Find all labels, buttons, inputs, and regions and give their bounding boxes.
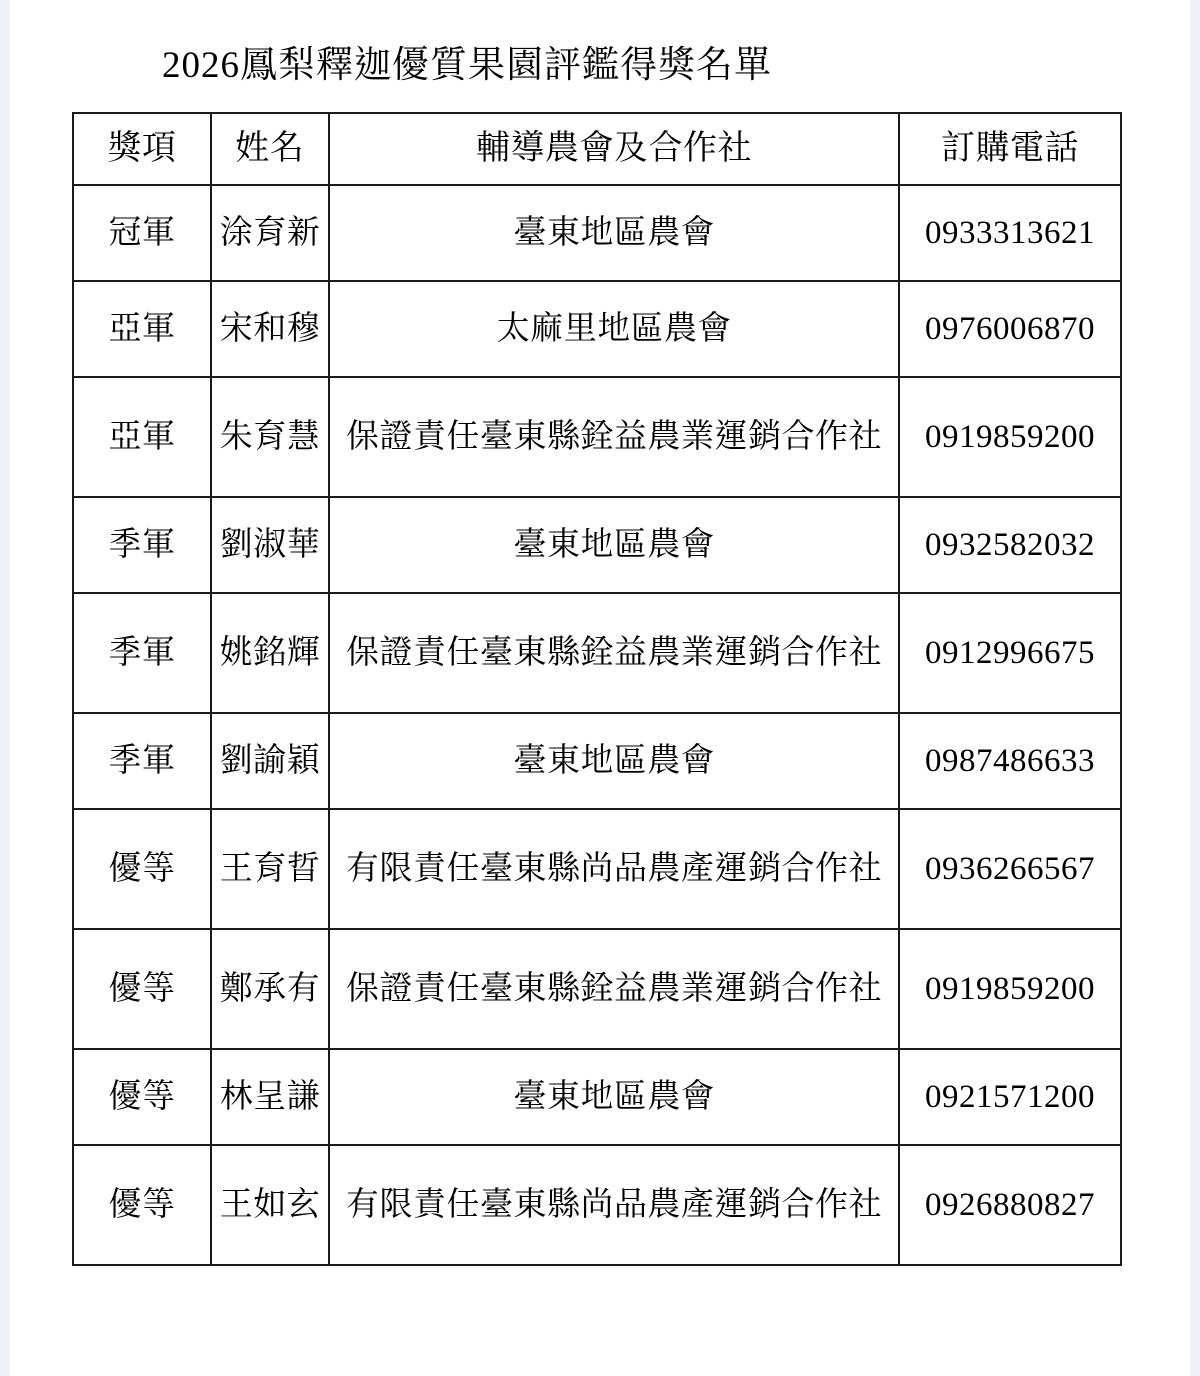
cell-name: 宋和穆 [211, 281, 329, 377]
cell-award: 優等 [73, 1145, 211, 1265]
table-row [73, 1049, 1121, 1145]
cell-name: 劉淑華 [211, 497, 329, 593]
cell-award: 亞軍 [73, 377, 211, 497]
table-row [73, 809, 1121, 929]
cell-award: 季軍 [73, 593, 211, 713]
cell-phone: 0912996675 [899, 593, 1121, 713]
cell-phone: 0987486633 [899, 713, 1121, 809]
table-row [73, 593, 1121, 713]
column-header-award: 獎項 [73, 113, 211, 185]
cell-phone: 0926880827 [899, 1145, 1121, 1265]
cell-name: 劉諭穎 [211, 713, 329, 809]
cell-name: 王育晢 [211, 809, 329, 929]
column-header-phone: 訂購電話 [899, 113, 1121, 185]
cell-name: 姚銘輝 [211, 593, 329, 713]
cell-phone: 0919859200 [899, 929, 1121, 1049]
page-left-edge [0, 0, 10, 1376]
cell-award: 優等 [73, 929, 211, 1049]
cell-org: 臺東地區農會 [329, 1049, 899, 1145]
cell-award: 優等 [73, 1049, 211, 1145]
cell-award: 季軍 [73, 497, 211, 593]
cell-org: 有限責任臺東縣尚品農產運銷合作社 [329, 1145, 899, 1265]
table-row [73, 185, 1121, 281]
cell-org: 太麻里地區農會 [329, 281, 899, 377]
cell-phone: 0936266567 [899, 809, 1121, 929]
cell-org: 臺東地區農會 [329, 713, 899, 809]
table-header-row [73, 113, 1121, 185]
cell-award: 季軍 [73, 713, 211, 809]
table-row [73, 1145, 1121, 1265]
award-table [72, 112, 1122, 1266]
cell-name: 林呈謙 [211, 1049, 329, 1145]
cell-org: 臺東地區農會 [329, 185, 899, 281]
cell-award: 亞軍 [73, 281, 211, 377]
cell-phone: 0933313621 [899, 185, 1121, 281]
cell-org: 有限責任臺東縣尚品農產運銷合作社 [329, 809, 899, 929]
cell-org: 臺東地區農會 [329, 497, 899, 593]
table-row [73, 377, 1121, 497]
table-row [73, 497, 1121, 593]
cell-award: 冠軍 [73, 185, 211, 281]
table-row [73, 281, 1121, 377]
cell-name: 涂育新 [211, 185, 329, 281]
cell-phone: 0932582032 [899, 497, 1121, 593]
cell-phone: 0921571200 [899, 1049, 1121, 1145]
cell-phone: 0976006870 [899, 281, 1121, 377]
cell-name: 鄭承有 [211, 929, 329, 1049]
cell-phone: 0919859200 [899, 377, 1121, 497]
page-right-edge [1190, 0, 1200, 1376]
table-header [73, 113, 1121, 185]
column-header-org: 輔導農會及合作社 [329, 113, 899, 185]
award-table-container [72, 112, 1120, 1266]
cell-award: 優等 [73, 809, 211, 929]
table-row [73, 929, 1121, 1049]
table-body [73, 185, 1121, 1265]
cell-org: 保證責任臺東縣銓益農業運銷合作社 [329, 929, 899, 1049]
cell-org: 保證責任臺東縣銓益農業運銷合作社 [329, 377, 899, 497]
column-header-name: 姓名 [211, 113, 329, 185]
page-title: 2026鳳梨釋迦優質果園評鑑得獎名單 [162, 45, 772, 86]
table-row [73, 713, 1121, 809]
cell-name: 朱育慧 [211, 377, 329, 497]
cell-org: 保證責任臺東縣銓益農業運銷合作社 [329, 593, 899, 713]
cell-name: 王如玄 [211, 1145, 329, 1265]
